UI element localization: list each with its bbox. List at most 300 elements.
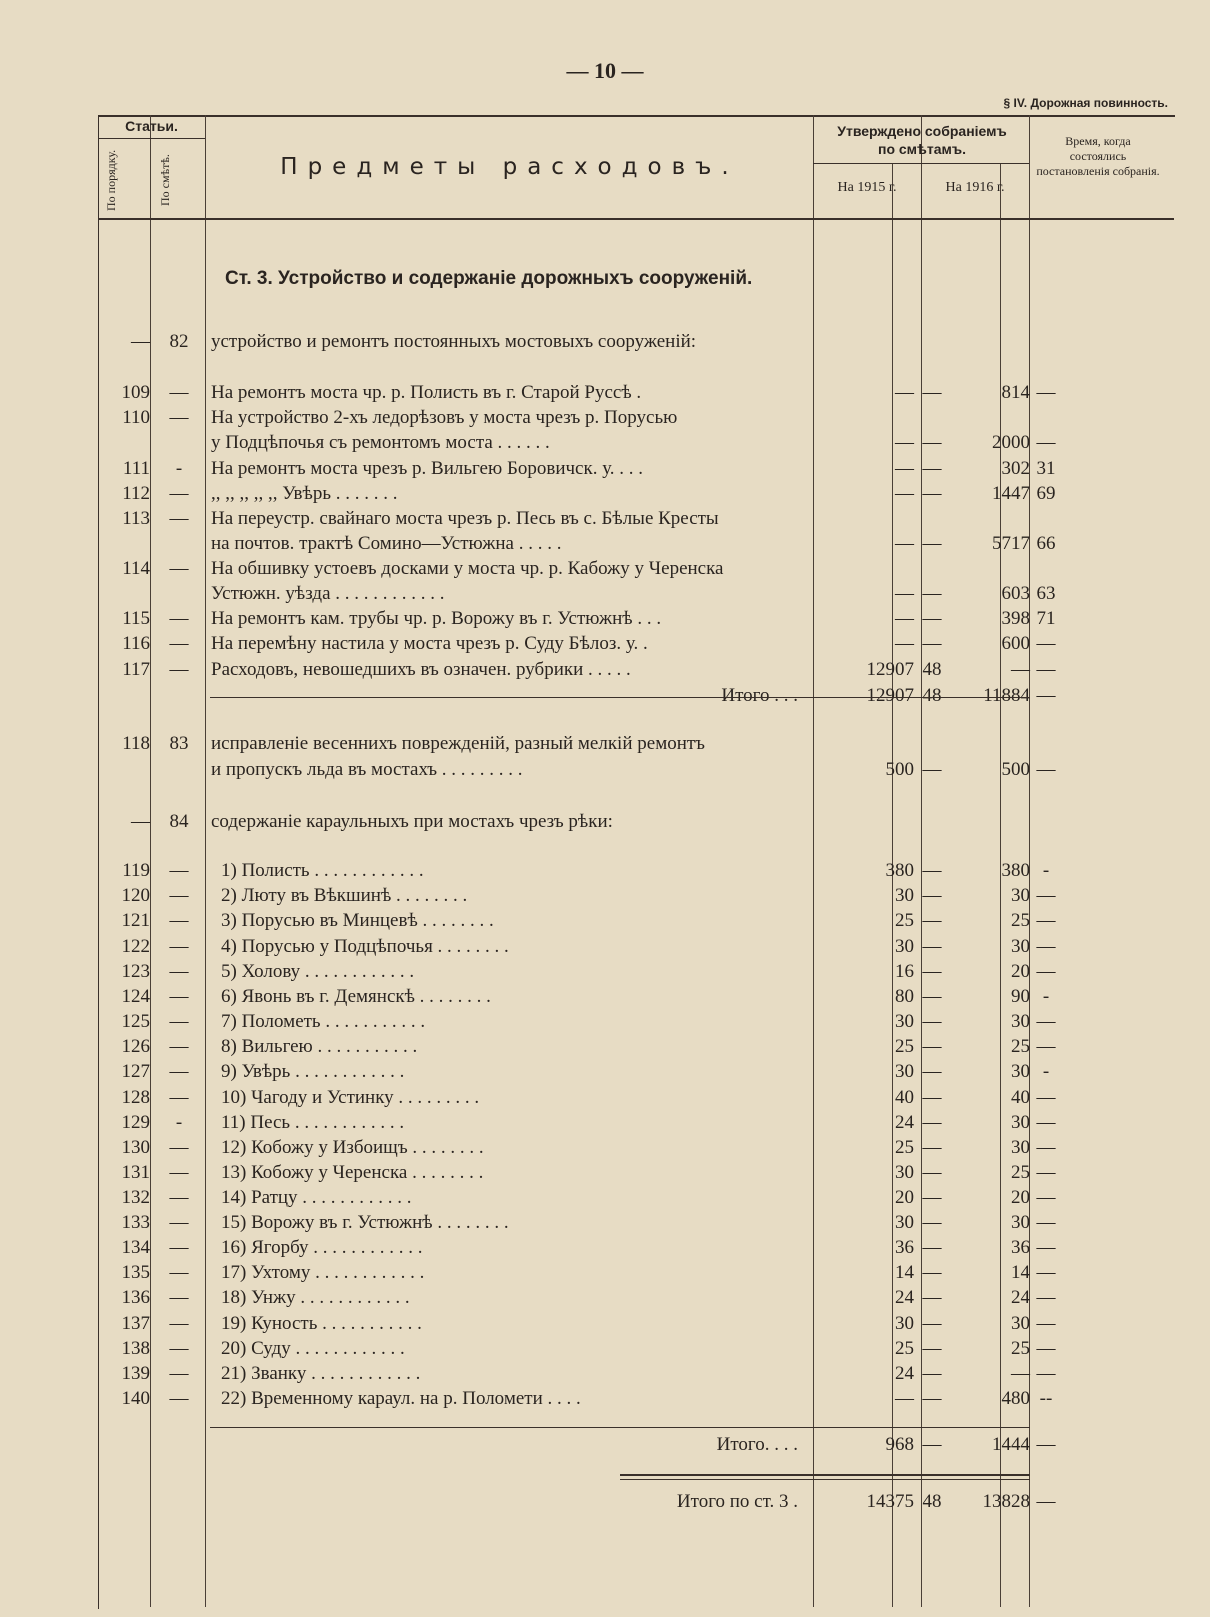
header-rule (98, 138, 205, 139)
amount-1916-rub: 2000 (992, 432, 1030, 453)
amount-1916-rub: 25 (1011, 910, 1030, 931)
table-row (98, 430, 1174, 456)
amount-1916-kop: — (1036, 1036, 1056, 1057)
row-description: 3) Порусью въ Минцевѣ . . . . . . . . (221, 910, 494, 931)
table-row (98, 380, 1174, 406)
estimate-number: — (169, 1212, 189, 1233)
amount-1915-kop: — (922, 885, 942, 906)
amount-1916-kop: — (1036, 1434, 1056, 1455)
estimate-number: — (169, 1262, 189, 1283)
estimate-number: — (169, 1388, 189, 1409)
section-label: § IV. Дорожная повинность. (1003, 96, 1168, 110)
amount-1915-rub: 30 (895, 885, 914, 906)
amount-1915-rub: 12907 (866, 659, 914, 680)
row-description: На ремонтъ кам. трубы чр. р. Ворожу въ г. Устюжнѣ . . . (211, 608, 662, 629)
row-description: 14) Ратцу . . . . . . . . . . . . (221, 1187, 412, 1208)
amount-1916-kop: — (1036, 1137, 1056, 1158)
header-by-estimate: По смѣтѣ. (158, 154, 172, 206)
amount-1915-kop: — (922, 1087, 942, 1108)
row-description: 22) Временному караул. на р. Поломети . . . . (221, 1388, 581, 1409)
amount-1915-kop: — (922, 1011, 942, 1032)
amount-1915-rub: 24 (895, 1112, 914, 1133)
page-number: — 10 — (566, 58, 644, 83)
amount-1915-rub: 30 (895, 936, 914, 957)
amount-1915-rub: — (895, 1388, 914, 1409)
total-row (98, 683, 1174, 709)
amount-1916-kop: — (1036, 1287, 1056, 1308)
row-description: 8) Вильгею . . . . . . . . . . . (221, 1036, 418, 1057)
amount-1915-kop: — (922, 432, 942, 453)
header-1916: На 1916 г. (945, 180, 1005, 195)
amount-1915-rub: 40 (895, 1087, 914, 1108)
table-row (98, 1285, 1174, 1311)
table-row (98, 405, 1174, 431)
amount-1916-kop: — (1036, 1313, 1056, 1334)
amount-1916-kop: - (1042, 986, 1050, 1007)
header-time: Время, когда состоялись постановленія собранія. (1036, 134, 1160, 178)
row-description: 21) Званку . . . . . . . . . . . . (221, 1363, 421, 1384)
table-row (98, 631, 1174, 657)
amount-1916-kop: 63 (1036, 583, 1056, 604)
row-description: На переустр. свайнаго моста чрезъ р. Песь въ с. Бѣлые Кресты (211, 508, 719, 529)
amount-1915-rub: — (895, 432, 914, 453)
estimate-number: — (169, 1036, 189, 1057)
estimate-number: — (169, 1287, 189, 1308)
amount-1916-kop: 71 (1036, 608, 1056, 629)
row-number: 110 (122, 407, 150, 428)
amount-1916-rub: 90 (1011, 986, 1030, 1007)
row-number: 109 (121, 382, 150, 403)
amount-1915-kop: — (922, 1287, 942, 1308)
row-number: 115 (122, 608, 150, 629)
amount-1916-kop: — (1036, 1162, 1056, 1183)
table-row (98, 657, 1174, 683)
amount-1916-kop: 69 (1036, 483, 1056, 504)
row-number: 136 (121, 1287, 150, 1308)
amount-1915-rub: 14375 (866, 1491, 914, 1512)
amount-1915-kop: — (922, 1137, 942, 1158)
amount-1916-kop: - (1042, 1061, 1050, 1082)
row-description: ,, ,, ,, ,, ,, Увѣрь . . . . . . . (211, 483, 398, 504)
total-rule (620, 1479, 1030, 1480)
row-description: и пропускъ льда въ мостахъ . . . . . . . . . (211, 759, 523, 780)
amount-1916-rub: 13828 (982, 1491, 1030, 1512)
amount-1916-rub: 14 (1011, 1262, 1030, 1283)
row-number: 127 (121, 1061, 150, 1082)
header-bottom-rule (98, 218, 1174, 220)
table-row (98, 1386, 1174, 1412)
amount-1916-rub: 302 (1001, 458, 1030, 479)
amount-1915-kop: — (922, 1338, 942, 1359)
estimate-number: — (169, 407, 189, 428)
amount-1915-rub: — (895, 608, 914, 629)
estimate-number: 82 (169, 331, 189, 352)
row-number: 126 (121, 1036, 150, 1057)
amount-1915-rub: 30 (895, 1061, 914, 1082)
amount-1915-rub: — (895, 382, 914, 403)
row-number: 139 (121, 1363, 150, 1384)
row-number: 128 (121, 1087, 150, 1108)
amount-1916-rub: 20 (1011, 961, 1030, 982)
amount-1915-rub: 25 (895, 1137, 914, 1158)
row-description: 2) Люту въ Вѣкшинѣ . . . . . . . . (221, 885, 468, 906)
header-by-order: По порядку. (104, 149, 118, 211)
amount-1915-rub: 36 (895, 1237, 914, 1258)
row-number: 117 (122, 659, 150, 680)
row-description: Расходовъ, невошедшихъ въ означен. рубрики . . . . . (211, 659, 631, 680)
table-row (98, 1260, 1174, 1286)
amount-1915-rub: 25 (895, 1036, 914, 1057)
row-number: — (131, 331, 150, 352)
amount-1916-kop: — (1036, 633, 1056, 654)
row-description: у Подцѣпочья съ ремонтомъ моста . . . . . . (211, 432, 550, 453)
amount-1915-kop: — (922, 910, 942, 931)
amount-1916-rub: 30 (1011, 1313, 1030, 1334)
amount-1915-rub: — (895, 583, 914, 604)
estimate-number: — (169, 633, 189, 654)
estimate-number: — (169, 508, 189, 529)
estimate-number: — (169, 860, 189, 881)
amount-1915-rub: — (895, 458, 914, 479)
amount-1916-rub: 24 (1011, 1287, 1030, 1308)
table-row (98, 731, 1174, 757)
header-rule (813, 163, 1029, 164)
amount-1916-kop: — (1036, 910, 1056, 931)
row-number: 132 (121, 1187, 150, 1208)
row-description: 15) Ворожу въ г. Устюжнѣ . . . . . . . . (221, 1212, 509, 1233)
row-number: 137 (121, 1313, 150, 1334)
amount-1916-rub: 20 (1011, 1187, 1030, 1208)
table-row (98, 1235, 1174, 1261)
total-rule (210, 697, 1030, 698)
amount-1915-rub: 24 (895, 1287, 914, 1308)
table-row (98, 809, 1174, 835)
amount-1916-rub: 603 (1001, 583, 1030, 604)
amount-1915-kop: 48 (922, 659, 942, 680)
amount-1916-kop: — (1036, 1011, 1056, 1032)
row-number: 124 (121, 986, 150, 1007)
amount-1916-kop: 66 (1036, 533, 1056, 554)
row-description: На устройство 2-хъ ледорѣзовъ у моста чрезъ р. Порусью (211, 407, 678, 428)
amount-1915-rub: 968 (885, 1434, 914, 1455)
table-row (98, 1110, 1174, 1136)
table-row (98, 581, 1174, 607)
amount-1916-rub: 1447 (992, 483, 1030, 504)
amount-1916-rub: 30 (1011, 1212, 1030, 1233)
estimate-number: — (169, 382, 189, 403)
row-description: 18) Унжу . . . . . . . . . . . . (221, 1287, 410, 1308)
amount-1915-rub: 380 (885, 860, 914, 881)
row-description: Устюжн. уѣзда . . . . . . . . . . . . (211, 583, 445, 604)
estimate-number: 83 (169, 733, 189, 754)
row-description: 7) Полометь . . . . . . . . . . . (221, 1011, 426, 1032)
amount-1916-rub: — (1011, 659, 1030, 680)
amount-1916-kop: — (1036, 1491, 1056, 1512)
amount-1916-rub: 380 (1001, 860, 1030, 881)
amount-1916-kop: -- (1039, 1388, 1053, 1409)
amount-1916-kop: — (1036, 885, 1056, 906)
table-row (98, 1135, 1174, 1161)
estimate-number: — (169, 1061, 189, 1082)
row-description: На ремонтъ моста чр. р. Полисть въ г. Старой Руссѣ . (211, 382, 642, 403)
amount-1916-rub: 30 (1011, 1061, 1030, 1082)
estimate-number: — (169, 1338, 189, 1359)
amount-1915-rub: 25 (895, 1338, 914, 1359)
amount-1915-kop: — (922, 1434, 942, 1455)
header-1915: На 1915 г. (837, 180, 897, 195)
row-number: 131 (121, 1162, 150, 1183)
table-row (98, 908, 1174, 934)
table-row (98, 1034, 1174, 1060)
amount-1915-rub: — (895, 633, 914, 654)
estimate-number: — (169, 1162, 189, 1183)
amount-1916-rub: 1444 (992, 1434, 1030, 1455)
row-number: 120 (121, 885, 150, 906)
amount-1916-kop: — (1036, 382, 1056, 403)
total-row (98, 1432, 1174, 1458)
row-description: 12) Кобожу у Избоищъ . . . . . . . . (221, 1137, 484, 1158)
table-row (98, 883, 1174, 909)
amount-1915-kop: — (922, 608, 942, 629)
estimate-number: - (175, 1112, 183, 1133)
amount-1915-rub: 30 (895, 1212, 914, 1233)
table-row (98, 1185, 1174, 1211)
table-row (98, 1311, 1174, 1337)
row-description: устройство и ремонтъ постоянныхъ мостовыхъ сооруженій: (211, 331, 697, 352)
amount-1915-kop: — (922, 1036, 942, 1057)
total-row (98, 1489, 1174, 1515)
row-number: 134 (121, 1237, 150, 1258)
amount-1915-rub: — (895, 533, 914, 554)
amount-1916-kop: — (1036, 1262, 1056, 1283)
row-description: 10) Чагоду и Устинку . . . . . . . . . (221, 1087, 480, 1108)
row-number: 133 (121, 1212, 150, 1233)
estimate-number: - (175, 458, 183, 479)
amount-1916-rub: 11884 (983, 685, 1030, 706)
amount-1915-kop: — (922, 382, 942, 403)
header-subjects: Предметы расходовъ. (280, 154, 739, 180)
table-row (98, 1210, 1174, 1236)
total-rule (620, 1474, 1030, 1476)
estimate-number: — (169, 659, 189, 680)
row-description: исправленіе весеннихъ поврежденій, разный мелкій ремонтъ (211, 733, 706, 754)
row-description: На ремонтъ моста чрезъ р. Вильгею Боровичск. у. . . . (211, 458, 644, 479)
amount-1915-kop: — (922, 1212, 942, 1233)
amount-1915-kop: — (922, 633, 942, 654)
amount-1916-rub: — (1011, 1363, 1030, 1384)
amount-1916-kop: — (1036, 432, 1056, 453)
amount-1916-rub: 25 (1011, 1338, 1030, 1359)
table-row (98, 329, 1174, 355)
amount-1915-rub: 12907 (866, 685, 914, 706)
row-number: 121 (121, 910, 150, 931)
amount-1915-kop: — (922, 1162, 942, 1183)
row-description: Итого . . . (721, 685, 798, 706)
estimate-number: — (169, 483, 189, 504)
amount-1915-rub: 14 (895, 1262, 914, 1283)
amount-1915-kop: — (922, 1061, 942, 1082)
estimate-number: — (169, 885, 189, 906)
amount-1915-kop: — (922, 1363, 942, 1384)
amount-1915-kop: — (922, 860, 942, 881)
amount-1915-kop: — (922, 759, 942, 780)
row-description: 13) Кобожу у Черенска . . . . . . . . (221, 1162, 484, 1183)
amount-1916-rub: 398 (1001, 608, 1030, 629)
estimate-number: — (169, 910, 189, 931)
amount-1915-kop: — (922, 483, 942, 504)
table-row (98, 506, 1174, 532)
estimate-number: — (169, 558, 189, 579)
row-number: 129 (121, 1112, 150, 1133)
table-row (98, 1009, 1174, 1035)
table-row (98, 858, 1174, 884)
row-number: 111 (122, 458, 150, 479)
table-row (98, 556, 1174, 582)
amount-1916-rub: 36 (1011, 1237, 1030, 1258)
amount-1916-kop: — (1036, 685, 1056, 706)
amount-1916-rub: 600 (1001, 633, 1030, 654)
amount-1916-kop: — (1036, 1187, 1056, 1208)
amount-1916-kop: — (1036, 659, 1056, 680)
row-description: 5) Холову . . . . . . . . . . . . (221, 961, 415, 982)
amount-1915-kop: — (922, 936, 942, 957)
estimate-number: — (169, 1087, 189, 1108)
table-row (98, 1160, 1174, 1186)
estimate-number: — (169, 936, 189, 957)
amount-1916-rub: 30 (1011, 885, 1030, 906)
estimate-number: — (169, 1237, 189, 1258)
estimate-number: — (169, 1313, 189, 1334)
table-row (98, 984, 1174, 1010)
amount-1916-kop: — (1036, 1363, 1056, 1384)
amount-1916-rub: 30 (1011, 1137, 1030, 1158)
row-number: 114 (122, 558, 150, 579)
amount-1916-kop: — (1036, 936, 1056, 957)
row-description: 19) Куность . . . . . . . . . . . (221, 1313, 422, 1334)
amount-1915-rub: 30 (895, 1011, 914, 1032)
row-description: На перемѣну настила у моста чрезъ р. Суду Бѣлоз. у. . (211, 633, 648, 654)
amount-1915-rub: 20 (895, 1187, 914, 1208)
row-number: 113 (122, 508, 150, 529)
amount-1915-kop: — (922, 1262, 942, 1283)
header-articles: Статьи. (125, 118, 178, 134)
amount-1915-kop: 48 (922, 1491, 942, 1512)
estimate-number: — (169, 1011, 189, 1032)
table-row (98, 481, 1174, 507)
table-row (98, 1336, 1174, 1362)
total-rule (210, 1427, 1030, 1428)
article-title: Ст. 3. Устройство и содержаніе дорожныхъ сооруженій. (225, 268, 753, 289)
amount-1915-rub: 25 (895, 910, 914, 931)
estimate-number: — (169, 1187, 189, 1208)
row-number: 135 (121, 1262, 150, 1283)
amount-1916-rub: 25 (1011, 1162, 1030, 1183)
row-number: 122 (121, 936, 150, 957)
table-row (98, 934, 1174, 960)
amount-1915-rub: 80 (895, 986, 914, 1007)
amount-1916-rub: 30 (1011, 1011, 1030, 1032)
amount-1915-rub: 500 (885, 759, 914, 780)
row-description: 20) Суду . . . . . . . . . . . . (221, 1338, 405, 1359)
amount-1916-rub: 5717 (992, 533, 1030, 554)
amount-1915-kop: — (922, 533, 942, 554)
amount-1915-kop: — (922, 1388, 942, 1409)
row-description: 4) Порусью у Подцѣпочья . . . . . . . . (221, 936, 509, 957)
row-number: 119 (122, 860, 150, 881)
row-number: — (131, 811, 150, 832)
amount-1915-rub: — (895, 483, 914, 504)
amount-1915-kop: — (922, 583, 942, 604)
table-row (98, 606, 1174, 632)
row-number: 138 (121, 1338, 150, 1359)
amount-1915-kop: — (922, 1313, 942, 1334)
amount-1915-rub: 16 (895, 961, 914, 982)
row-description: содержаніе караульныхъ при мостахъ чрезъ рѣки: (211, 811, 613, 832)
estimate-number: — (169, 1363, 189, 1384)
table-row (98, 1059, 1174, 1085)
row-description: Итого. . . . (716, 1434, 798, 1455)
table-row (98, 531, 1174, 557)
row-number: 125 (121, 1011, 150, 1032)
amount-1915-kop: — (922, 961, 942, 982)
amount-1915-kop: — (922, 1112, 942, 1133)
amount-1915-rub: 30 (895, 1313, 914, 1334)
amount-1916-kop: 31 (1036, 458, 1056, 479)
row-number: 118 (122, 733, 150, 754)
row-description: 16) Ягорбу . . . . . . . . . . . . (221, 1237, 423, 1258)
amount-1916-rub: 25 (1011, 1036, 1030, 1057)
amount-1915-kop: 48 (922, 685, 942, 706)
amount-1915-rub: 24 (895, 1363, 914, 1384)
estimate-number: 84 (169, 811, 189, 832)
amount-1916-kop: — (1036, 1237, 1056, 1258)
row-number: 116 (122, 633, 150, 654)
row-number: 112 (122, 483, 150, 504)
row-description: 17) Ухтому . . . . . . . . . . . . (221, 1262, 425, 1283)
amount-1915-kop: — (922, 1237, 942, 1258)
row-number: 130 (121, 1137, 150, 1158)
amount-1915-kop: — (922, 458, 942, 479)
estimate-number: — (169, 961, 189, 982)
row-description: 11) Песь . . . . . . . . . . . . (221, 1112, 405, 1133)
row-description: На обшивку устоевъ досками у моста чр. р. Кабожу у Черенска (211, 558, 724, 579)
amount-1916-kop: — (1036, 1087, 1056, 1108)
table-row (98, 456, 1174, 482)
estimate-number: — (169, 986, 189, 1007)
amount-1916-rub: 30 (1011, 936, 1030, 957)
row-description: 6) Явонь въ г. Демянскѣ . . . . . . . . (221, 986, 491, 1007)
estimate-number: — (169, 1137, 189, 1158)
amount-1916-kop: — (1036, 1338, 1056, 1359)
header-approved: Утверждено собраніемъ по смѣтамъ. (837, 123, 1007, 157)
row-number: 140 (121, 1388, 150, 1409)
row-description: 9) Увѣрь . . . . . . . . . . . . (221, 1061, 405, 1082)
amount-1916-kop: — (1036, 961, 1056, 982)
table-row (98, 757, 1174, 783)
row-description: на почтов. трактѣ Сомино—Устюжна . . . . . (211, 533, 562, 554)
amount-1916-rub: 814 (1001, 382, 1030, 403)
table-row (98, 959, 1174, 985)
amount-1916-rub: 40 (1011, 1087, 1030, 1108)
amount-1916-rub: 480 (1001, 1388, 1030, 1409)
amount-1916-rub: 30 (1011, 1112, 1030, 1133)
table-row (98, 1085, 1174, 1111)
estimate-number: — (169, 608, 189, 629)
amount-1915-kop: — (922, 986, 942, 1007)
amount-1916-rub: 500 (1001, 759, 1030, 780)
amount-1916-kop: — (1036, 759, 1056, 780)
row-description: 1) Полисть . . . . . . . . . . . . (221, 860, 424, 881)
